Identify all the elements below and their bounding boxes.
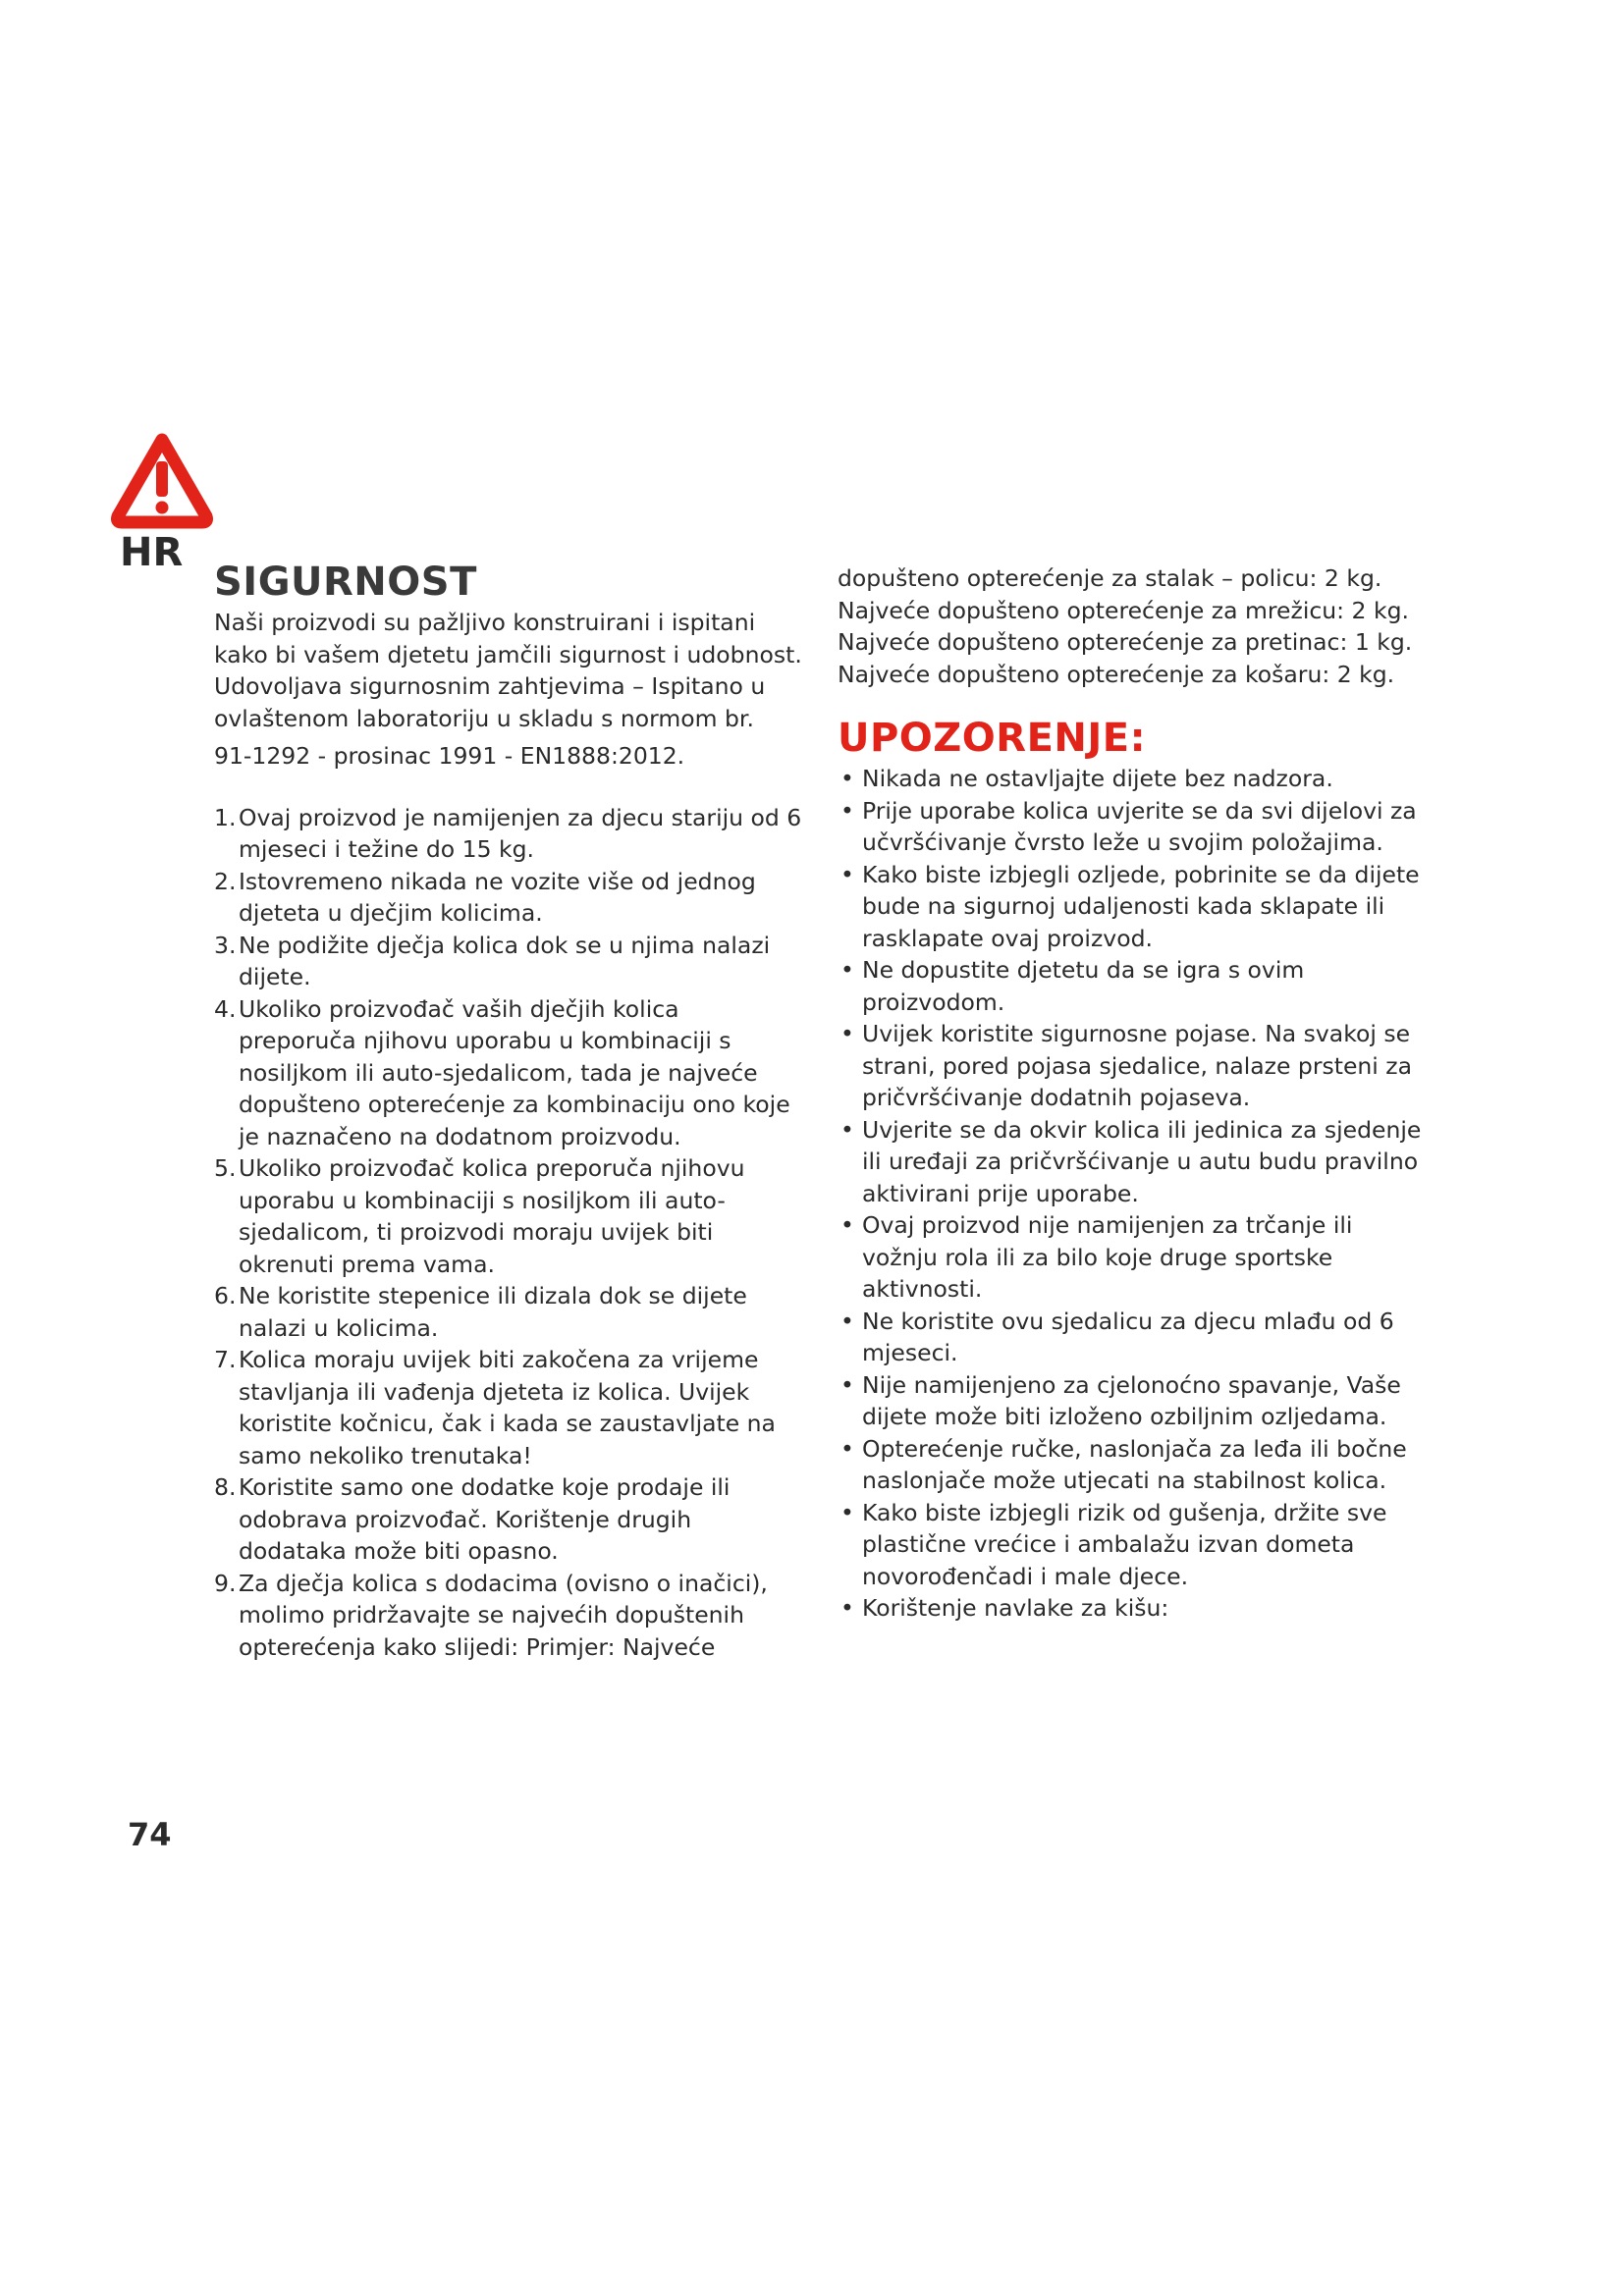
warning-item: • Uvjerite se da okvir kolica ili jedinica za sjedenje ili uređaji za pričvršćivanje u autu budu pravilno aktivirani prije uporabe. <box>838 1114 1427 1210</box>
safety-rule-item <box>214 930 803 993</box>
safety-intro: Naši proizvodi su pažljivo konstruirani i ispitani kako bi vašem djetetu jamčili sigurnost i udobnost. Udovoljava sigurnosnim zahtjevima – Ispitano u ovlaštenom laboratoriju u skladu s normom br. <box>214 609 802 732</box>
safety-rule-continuation: dopušteno opterećenje za stalak – policu: 2 kg. Najveće dopušteno opterećenje za mrežicu: 2 kg. Najveće dopušteno opterećenje za pretinac: 1 kg. Najveće dopušteno opterećenje za košaru: 2 kg. <box>838 564 1413 688</box>
safety-rule-number: 7. <box>214 1346 237 1373</box>
warning-item: • Kako biste izbjegli rizik od gušenja, držite sve plastične vrećice i ambalažu izvan dometa novorođenčadi i male djece. <box>838 1497 1427 1593</box>
right-column <box>838 562 1427 1625</box>
safety-rule-item <box>214 1152 803 1280</box>
safety-rules-list <box>214 802 803 1664</box>
warning-item: • Korištenje navlake za kišu: <box>838 1592 1427 1625</box>
safety-rule-text: Koristite samo one dodatke koje prodaje ili odobrava proizvođač. Korištenje drugih dodataka može biti opasno. <box>239 1473 731 1565</box>
warning-item: • Kako biste izbjegli ozljede, pobrinite se da dijete bude na sigurnoj udaljenosti kada sklapate ili rasklapate ovaj proizvod. <box>838 859 1427 955</box>
language-code: HR <box>120 530 184 575</box>
safety-rule-number: 8. <box>214 1473 237 1501</box>
warning-item: • Ovaj proizvod nije namijenjen za trčanje ili vožnju rola ili za bilo koje druge sportske aktivnosti. <box>838 1209 1427 1306</box>
warning-item: • Nije namijenjeno za cjelonoćno spavanje, Vaše dijete može biti izloženo ozbiljnim ozljedama. <box>838 1369 1427 1433</box>
warning-item: • Nikada ne ostavljajte dijete bez nadzora. <box>838 763 1427 795</box>
safety-rule-number: 4. <box>214 994 237 1023</box>
safety-rule-text: Ukoliko proizvođač kolica preporuča njihovu uporabu u kombinaciji s nosiljkom ili auto-sjedalicom, ti proizvodi moraju uvijek biti okrenuti prema vama. <box>239 1154 745 1278</box>
safety-section <box>214 560 803 1663</box>
safety-rule-item <box>214 1280 803 1344</box>
safety-rule-number: 6. <box>214 1282 237 1309</box>
safety-rule-item <box>214 866 803 930</box>
safety-rule-item <box>214 1344 803 1471</box>
safety-rule-text: Istovremeno nikada ne vozite više od jednog djeteta u dječjim kolicima. <box>239 867 756 927</box>
safety-rule-item <box>214 802 803 866</box>
safety-rule-text: Ukoliko proizvođač vaših dječjih kolica preporuča njihovu uporabu u kombinaciji s nosiljkom ili auto-sjedalicom, tada je najveće dopušteno opterećenje za kombinaciju ono koje je naznačeno na dodatnom proizvodu. <box>239 994 790 1150</box>
warning-list <box>838 763 1427 1625</box>
safety-rule-item <box>214 1471 803 1568</box>
warning-item: • Uvijek koristite sigurnosne pojase. Na svakoj se strani, pored pojasa sjedalice, nalaze prsteni za pričvršćivanje dodatnih pojaseva. <box>838 1018 1427 1114</box>
safety-rule-number: 5. <box>214 1154 237 1182</box>
warning-item: • Prije uporabe kolica uvjerite se da svi dijelovi za učvršćivanje čvrsto leže u svojim položajima. <box>838 795 1427 859</box>
safety-rule-text: Ne podižite dječja kolica dok se u njima nalazi dijete. <box>239 931 771 990</box>
warning-item: • Opterećenje ručke, naslonjača za leđa ili bočne naslonjače može utjecati na stabilnost kolica. <box>838 1433 1427 1497</box>
warning-triangle-icon <box>108 432 216 530</box>
page-number: 74 <box>128 1816 172 1853</box>
safety-rule-number: 9. <box>214 1569 237 1597</box>
warning-item: • Ne koristite ovu sjedalicu za djecu mlađu od 6 mjeseci. <box>838 1306 1427 1369</box>
safety-rule-number: 1. <box>214 803 237 831</box>
safety-rule-number: 3. <box>214 931 237 959</box>
safety-rule-item <box>214 993 803 1153</box>
safety-standard: 91-1292 - prosinac 1991 - EN1888:2012. <box>214 742 685 770</box>
safety-rule-text: Za dječja kolica s dodacima (ovisno o inačici), molimo pridržavajte se najvećih dopuštenih opterećenja kako slijedi: Primjer: Najveće <box>239 1569 768 1661</box>
safety-rule-text: Ovaj proizvod je namijenjen za djecu stariju od 6 mjeseci i težine do 15 kg. <box>239 803 802 863</box>
warning-item: • Ne dopustite djetetu da se igra s ovim proizvodom. <box>838 954 1427 1018</box>
warning-title: UPOZORENJE: <box>838 716 1147 761</box>
safety-rule-item <box>214 1568 803 1664</box>
safety-rule-text: Kolica moraju uvijek biti zakočena za vrijeme stavljanja ili vađenja djeteta iz kolica. Uvijek koristite kočnicu, čak i kada se zaustavljate na samo nekoliko trenutaka! <box>239 1346 776 1469</box>
safety-rule-number: 2. <box>214 867 237 895</box>
safety-rule-text: Ne koristite stepenice ili dizala dok se dijete nalazi u kolicima. <box>239 1282 747 1342</box>
safety-title: SIGURNOST <box>214 560 477 605</box>
